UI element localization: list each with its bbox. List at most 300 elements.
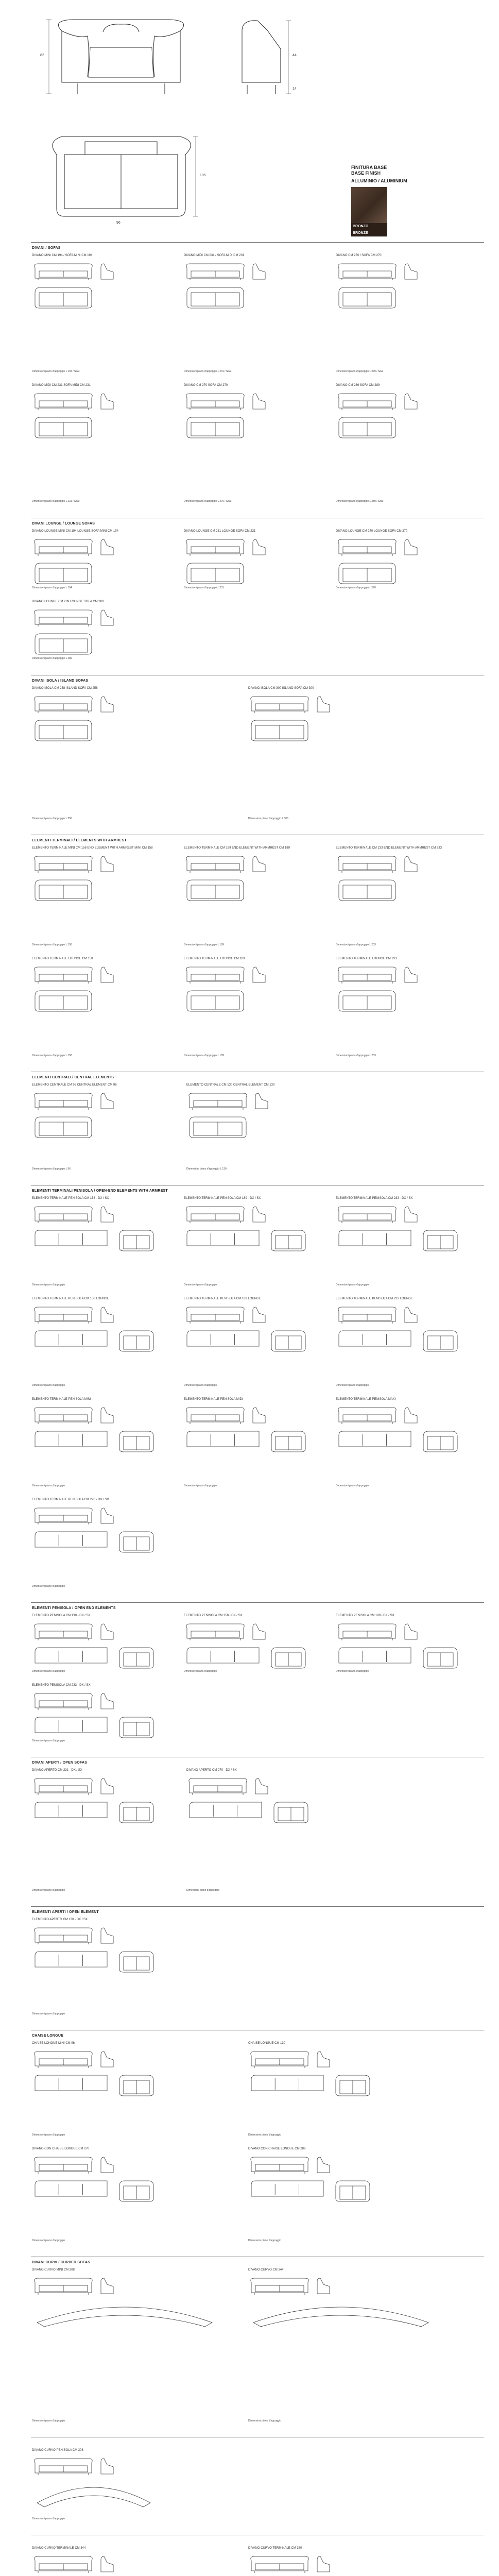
product-block xyxy=(32,2448,176,2526)
product-block xyxy=(32,1196,174,1292)
product-label: DIVANO CON CHAISE LONGUE CM 270 xyxy=(32,2147,90,2150)
sofa-front-6 xyxy=(35,1408,92,1424)
product-drawing xyxy=(184,536,320,586)
section-title: DIVANI LOUNGE / LOUNGE SOFAS xyxy=(32,522,95,526)
product-block xyxy=(184,1614,325,1678)
sofa-front-2 xyxy=(338,1624,396,1640)
sofa-plan-0 xyxy=(35,287,92,308)
sofa-side-1 xyxy=(253,264,265,279)
sofa-front-1 xyxy=(186,539,244,556)
section-title: ELEMENTI PENISOLA / OPEN END ELEMENTS xyxy=(32,1606,116,1610)
product-drawing xyxy=(186,1090,325,1167)
sofa-front-0 xyxy=(35,2459,92,2475)
sofa-plan-9 xyxy=(119,1532,153,1552)
product-seat-dim: Dimensioni piano d'appoggio L 194 / Seat xyxy=(32,370,80,373)
product-block xyxy=(32,1768,176,1897)
product-label: DIVANO CURVO PENISOLA CM 308 xyxy=(32,2449,83,2452)
product-drawing xyxy=(248,2553,449,2576)
sofa-side-0 xyxy=(101,539,113,555)
product-seat-dim: Dimensioni piano d'appoggio L 231 / Seat xyxy=(32,500,80,503)
sofa-long-4 xyxy=(187,1331,259,1346)
sofa-front-8 xyxy=(338,1408,396,1424)
sofa-plan-2 xyxy=(423,1648,457,1668)
sofa-plan-1 xyxy=(271,1230,305,1251)
sofa-long-0 xyxy=(35,1230,107,1246)
finish-metal: ALLUMINIO / ALUMINIUM xyxy=(351,178,407,183)
product-block xyxy=(184,957,325,1062)
product-block xyxy=(336,383,477,508)
sofa-long-2 xyxy=(339,1648,411,1663)
product-label: DIVANO APERTO CM 231 - DX / SX xyxy=(32,1769,82,1772)
product-drawing xyxy=(32,1690,168,1739)
section-4 xyxy=(0,1072,499,1185)
sofa-front-3 xyxy=(35,967,92,984)
dim-front-height: 82 xyxy=(40,54,44,57)
product-block xyxy=(336,1196,477,1292)
sofa-side-5 xyxy=(405,394,417,409)
sofa-front-1 xyxy=(251,2556,308,2573)
product-block xyxy=(186,1768,331,1897)
sofa-front-5 xyxy=(338,394,396,410)
product-drawing xyxy=(248,2048,449,2133)
sofa-plan-6 xyxy=(119,1431,153,1452)
sofa-long-8 xyxy=(339,1431,411,1447)
product-drawing xyxy=(248,2154,449,2239)
product-drawing xyxy=(184,391,320,500)
sofa-front-2 xyxy=(338,856,396,873)
sofa-plan-4 xyxy=(271,1331,305,1351)
product-seat-dim: Dimensioni piano d'appoggio xyxy=(248,2419,282,2422)
sofa-front-3 xyxy=(35,1307,92,1324)
sofa-side-5 xyxy=(405,967,417,982)
product-label: DIVANO MIDI CM 231 / SOFA MIDI CM 231 xyxy=(184,254,245,257)
sofa-front-0 xyxy=(35,1778,92,1795)
product-drawing xyxy=(184,1304,320,1384)
product-label: ELEMENTO PENISOLA CM 233 - DX / SX xyxy=(32,1684,91,1687)
product-label: DIVANO CM 270 SOFA CM 270 xyxy=(184,384,228,387)
product-drawing xyxy=(32,2455,171,2517)
sofa-side-1 xyxy=(317,697,330,712)
product-seat-dim: Dimensioni piano d'appoggio L 130 xyxy=(186,1167,227,1171)
product-seat-dim: Dimensioni piano d'appoggio xyxy=(184,1283,217,1286)
sofa-plan-4 xyxy=(187,417,244,438)
product-label: ELEMENTO TERMINALE PENISOLA CM 233 - DX / SX xyxy=(336,1197,413,1200)
product-label: DIVANO CURVO TERMINALE CM 380 xyxy=(248,2547,302,2550)
sofa-plan-5 xyxy=(423,1331,457,1351)
product-block xyxy=(184,383,325,508)
product-block xyxy=(336,1614,477,1678)
sofa-long-9 xyxy=(35,1532,107,1547)
sofa-plan-0 xyxy=(35,720,92,741)
product-drawing xyxy=(336,536,472,586)
sofa-front-2 xyxy=(338,539,396,556)
product-drawing xyxy=(184,964,320,1054)
sofa-plan-7 xyxy=(271,1431,305,1452)
product-seat-dim: Dimensioni piano d'appoggio L 300 xyxy=(248,817,288,820)
product-drawing xyxy=(336,1304,472,1384)
sofa-curve-1 xyxy=(253,2307,428,2327)
sofa-plan-1 xyxy=(187,563,244,584)
product-drawing xyxy=(32,536,168,586)
product-block xyxy=(184,253,325,378)
section-title: DIVANI CURVI / CURVED SOFAS xyxy=(32,2261,91,2264)
section-title: ELEMENTI TERMINALI PENISOLA / OPEN-END ELEMENTS WITH ARMREST xyxy=(32,1189,168,1193)
sofa-long-0 xyxy=(35,1802,107,1818)
product-seat-dim: Dimensioni piano d'appoggio L 270 xyxy=(336,586,376,589)
product-seat-dim: Dimensioni piano d'appoggio L 289 xyxy=(32,657,72,660)
product-label: CHAISE LONGUE MINI CM 96 xyxy=(32,2042,75,2045)
sofa-plan-2 xyxy=(339,563,395,584)
product-label: ELEMENTO PENISOLA CM 158 - DX / SX xyxy=(184,1614,243,1617)
sofa-plan-0 xyxy=(119,2075,153,2096)
product-label: DIVANO CON CHAISE LONGUE CM 289 xyxy=(248,2147,306,2150)
product-label: ELEMENTO TERMINALE LOUNGE CM 189 xyxy=(184,957,245,960)
product-seat-dim: Dimensioni piano d'appoggio L 233 xyxy=(336,943,376,946)
sofa-side-2 xyxy=(405,264,417,279)
product-drawing xyxy=(32,1404,168,1484)
sofa-side-8 xyxy=(405,1408,417,1423)
product-label: DIVANO LOUNGE CM 270 LOUNGE SOFA CM 270 xyxy=(336,530,408,533)
section-title: DIVANI APERTI / OPEN SOFAS xyxy=(32,1761,88,1765)
sofa-front-3 xyxy=(35,1693,92,1710)
product-drawing xyxy=(32,2048,233,2133)
product-label: DIVANO LOUNGE MINI CM 194 LOUNGE SOFA MINI CM 194 xyxy=(32,530,118,533)
section-title: ELEMENTI APERTI / OPEN ELEMENT xyxy=(32,1910,99,1914)
product-seat-dim: Dimensioni piano d'appoggio xyxy=(184,1384,217,1387)
product-label: DIVANO APERTO CM 270 - DX / SX xyxy=(186,1769,237,1772)
product-block xyxy=(32,2268,238,2428)
sofa-plan-3 xyxy=(119,1717,153,1738)
sofa-side-2 xyxy=(405,1207,417,1222)
sofa-side-1 xyxy=(255,1093,268,1109)
product-seat-dim: Dimensioni piano d'appoggio xyxy=(32,1384,65,1387)
section-5 xyxy=(0,1185,499,1602)
sofa-front-7 xyxy=(186,1408,244,1424)
product-seat-dim: Dimensioni piano d'appoggio L 158 xyxy=(32,943,72,946)
sofa-front-2 xyxy=(338,1207,396,1223)
sofa-plan-0 xyxy=(119,1648,153,1668)
product-label: DIVANO ISOLA CM 258 ISLAND SOFA CM 258 xyxy=(32,687,98,690)
sofa-long-1 xyxy=(187,1230,259,1246)
section-rule xyxy=(31,242,484,243)
product-block xyxy=(186,1083,331,1176)
product-seat-dim: Dimensioni piano d'appoggio L 189 xyxy=(184,943,224,946)
sofa-side-3 xyxy=(317,2157,330,2173)
product-drawing xyxy=(186,1775,325,1889)
product-drawing xyxy=(336,1621,472,1670)
sofa-front-1 xyxy=(251,697,308,713)
sofa-front-0 xyxy=(35,1928,92,1944)
product-seat-dim: Dimensioni piano d'appoggio xyxy=(336,1384,369,1387)
sofa-front-5 xyxy=(338,967,396,984)
product-label: DIVANO CURVO CM 344 xyxy=(248,2268,284,2272)
product-label: ELEMENTO CENTRALE CM 130 CENTRAL ELEMENT CM 130 xyxy=(186,1083,275,1087)
product-drawing xyxy=(184,1204,320,1283)
product-seat-dim: Dimensioni piano d'appoggio xyxy=(248,2239,282,2242)
product-block xyxy=(336,253,477,378)
product-block xyxy=(336,957,477,1062)
sofa-front-0 xyxy=(35,856,92,873)
product-block xyxy=(32,253,174,378)
section-9 xyxy=(0,2030,499,2257)
product-block xyxy=(32,1918,176,2021)
finish-subtitle: BASE FINISH xyxy=(351,171,381,176)
product-drawing xyxy=(32,2553,233,2576)
product-label: DIVANO LOUNGE CM 289 LOUNGE SOFA CM 289 xyxy=(32,600,104,603)
product-seat-dim: Dimensioni piano d'appoggio xyxy=(32,2133,65,2137)
sofa-side-3 xyxy=(101,1693,113,1709)
sofa-side-0 xyxy=(101,2278,113,2294)
product-block xyxy=(184,1297,325,1392)
dim-leg: 14 xyxy=(292,87,297,91)
sofa-side-0 xyxy=(101,1207,113,1222)
product-drawing xyxy=(336,1204,472,1283)
product-seat-dim: Dimensioni piano d'appoggio L 233 xyxy=(336,1054,376,1057)
product-label: ELEMENTO TERMINALE PENISOLA CM 233 LOUNGE xyxy=(336,1297,413,1300)
product-seat-dim: Dimensioni piano d'appoggio xyxy=(336,1484,369,1487)
sofa-front-4 xyxy=(186,394,244,410)
sofa-front-0 xyxy=(35,1624,92,1640)
sofa-side-9 xyxy=(101,1508,113,1523)
product-drawing xyxy=(248,2275,449,2419)
sofa-side-1 xyxy=(255,1778,268,1794)
product-drawing xyxy=(32,693,233,817)
product-label: ELEMENTO TERMINALE PENISOLA CM 158 - DX / SX xyxy=(32,1197,109,1200)
sofa-long-1 xyxy=(251,2075,323,2091)
section-8 xyxy=(0,1906,499,2030)
section-6 xyxy=(0,1602,499,1757)
sofa-plan-0 xyxy=(35,1117,92,1138)
product-seat-dim: Dimensioni piano d'appoggio xyxy=(32,1889,65,1892)
sofa-plan-1 xyxy=(251,720,308,741)
sofa-plan-2 xyxy=(339,287,395,308)
sofa-front-2 xyxy=(35,2157,92,2174)
sofa-plan-0 xyxy=(119,1952,153,1972)
section-0 xyxy=(0,242,499,518)
sofa-long-0 xyxy=(35,1952,107,1967)
section-rule xyxy=(31,1906,484,1907)
sofa-plan-0 xyxy=(119,1802,153,1823)
product-drawing xyxy=(336,261,472,370)
product-block xyxy=(32,2546,238,2576)
sofa-front-1 xyxy=(251,2052,308,2068)
product-drawing xyxy=(32,1621,168,1670)
sofa-plan-0 xyxy=(35,880,92,901)
product-seat-dim: Dimensioni piano d'appoggio xyxy=(248,2133,282,2137)
sofa-plan-3 xyxy=(336,2181,370,2201)
product-block xyxy=(184,846,325,952)
sofa-plan-3 xyxy=(35,991,92,1011)
section-rule xyxy=(31,1602,484,1603)
sofa-front-0 xyxy=(35,2278,92,2295)
section-3 xyxy=(0,835,499,1072)
product-label: ELEMENTO TERMINALE PENISOLA CM 158 LOUNGE xyxy=(32,1297,109,1300)
product-drawing xyxy=(32,391,168,500)
sofa-plan-2 xyxy=(423,1230,457,1251)
sofa-plan-2 xyxy=(339,880,395,901)
sofa-front-0 xyxy=(35,264,92,280)
product-seat-dim: Dimensioni piano d'appoggio L 270 / Seat xyxy=(336,370,384,373)
sofa-side-7 xyxy=(253,1408,265,1423)
sofa-plan-3 xyxy=(35,417,92,438)
sofa-plan-1 xyxy=(187,287,244,308)
sofa-side-2 xyxy=(405,539,417,555)
product-drawing xyxy=(32,2154,233,2239)
section-title: DIVANI ISOLA / ISLAND SOFAS xyxy=(32,679,89,683)
product-seat-dim: Dimensioni piano d'appoggio L 194 xyxy=(32,586,72,589)
product-label: ELEMENTO APERTO CM 130 - DX / SX xyxy=(32,1918,88,1921)
sofa-side-3 xyxy=(101,394,113,409)
product-label: ELEMENTO TERMINALE LOUNGE CM 233 xyxy=(336,957,397,960)
product-drawing xyxy=(184,261,320,370)
bronze-swatch xyxy=(351,187,387,223)
sofa-plan-0 xyxy=(35,563,92,584)
product-block xyxy=(184,1397,325,1493)
sofa-long-2 xyxy=(35,2181,107,2196)
product-block xyxy=(32,1498,174,1593)
product-drawing xyxy=(184,1404,320,1484)
sofa-plan-8 xyxy=(423,1431,457,1452)
product-label: ELEMENTO TERMINALE PENISOLA CM 189 - DX / SX xyxy=(184,1197,261,1200)
sofa-front-5 xyxy=(338,1307,396,1324)
sofa-side-1 xyxy=(253,1624,265,1639)
product-block xyxy=(32,1614,174,1678)
sofa-side-1 xyxy=(253,856,265,872)
product-block xyxy=(184,1196,325,1292)
section-title: DIVANI / SOFAS xyxy=(32,246,61,250)
sofa-front-0 xyxy=(35,697,92,713)
product-block xyxy=(32,1083,176,1176)
sofa-curve-0 xyxy=(37,2487,150,2507)
product-drawing xyxy=(32,853,168,943)
section-11 xyxy=(0,2437,499,2535)
product-label: ELEMENTO TERMINALE CM 233 END ELEMENT WITH ARMREST CM 233 xyxy=(336,846,442,850)
hero-drawings xyxy=(0,0,499,245)
sofa-plan-3 xyxy=(35,634,92,654)
product-drawing xyxy=(336,853,472,943)
product-seat-dim: Dimensioni piano d'appoggio L 96 xyxy=(32,1167,71,1171)
sofa-side-2 xyxy=(101,2157,113,2173)
product-label: ELEMENTO TERMINALE PENISOLA CM 189 LOUNGE xyxy=(184,1297,261,1300)
sofa-front-0 xyxy=(35,539,92,556)
product-seat-dim: Dimensioni piano d'appoggio xyxy=(32,1484,65,1487)
sofa-side-2 xyxy=(405,1624,417,1639)
product-drawing xyxy=(32,964,168,1054)
product-label: DIVANO CM 270 / SOFA CM 270 xyxy=(336,254,382,257)
product-block xyxy=(336,1297,477,1392)
sofa-front-0 xyxy=(35,1093,92,1110)
product-label: ELEMENTO TERMINALE LOUNGE CM 158 xyxy=(32,957,93,960)
product-block xyxy=(32,383,174,508)
sofa-plan-1 xyxy=(190,1117,246,1138)
sofa-long-6 xyxy=(35,1431,107,1447)
product-label: ELEMENTO TERMINALE PENISOLA CM 270 - DX / SX xyxy=(32,1498,109,1501)
sofa-plan-5 xyxy=(339,991,395,1011)
product-drawing xyxy=(32,1090,171,1167)
sofa-side-1 xyxy=(253,1207,265,1222)
sofa-front-4 xyxy=(186,1307,244,1324)
finish-legend xyxy=(351,165,413,236)
sofa-front-3 xyxy=(35,610,92,626)
sofa-long-7 xyxy=(187,1431,259,1447)
sofa-front-1 xyxy=(186,856,244,873)
product-drawing xyxy=(184,853,320,943)
sofa-front-1 xyxy=(186,1207,244,1223)
sofa-long-5 xyxy=(339,1331,411,1346)
section-title: CHAISE LONGUE xyxy=(32,2034,63,2038)
product-block xyxy=(248,686,454,825)
sofa-side-0 xyxy=(101,1928,113,1943)
dim-plan-depth: 105 xyxy=(200,174,206,177)
product-seat-dim: Dimensioni piano d'appoggio xyxy=(32,2517,65,2520)
section-title: ELEMENTI TERMINALI / ELEMENTS WITH ARMREST xyxy=(32,839,127,842)
product-drawing xyxy=(32,1925,171,2012)
product-block xyxy=(248,2268,454,2428)
product-drawing xyxy=(32,1775,171,1889)
sofa-long-0 xyxy=(35,2075,107,2091)
sofa-side-1 xyxy=(317,2556,330,2572)
sofa-side-6 xyxy=(101,1408,113,1423)
product-label: DIVANO MIDI CM 231 SOFA MIDI CM 231 xyxy=(32,384,91,387)
product-seat-dim: Dimensioni piano d'appoggio xyxy=(32,2419,65,2422)
product-label: DIVANO CURVO TERMINALE CM 344 xyxy=(32,2547,86,2550)
sofa-long-3 xyxy=(35,1717,107,1733)
product-block xyxy=(184,529,325,595)
product-label: ELEMENTO PENISOLA CM 130 - DX / SX xyxy=(32,1614,91,1617)
product-seat-dim: Dimensioni piano d'appoggio L 231 xyxy=(184,586,224,589)
sofa-side-3 xyxy=(101,1307,113,1323)
sofa-curve-0 xyxy=(37,2307,212,2327)
product-block xyxy=(248,2546,454,2576)
product-label: ELEMENTO TERMINALE PENISOLA MAXI xyxy=(336,1398,396,1401)
product-seat-dim: Dimensioni piano d'appoggio xyxy=(336,1670,369,1673)
sofa-side-0 xyxy=(101,2459,113,2474)
product-seat-dim: Dimensioni piano d'appoggio xyxy=(32,1670,65,1673)
product-block xyxy=(32,846,174,952)
sofa-side-1 xyxy=(317,2278,330,2294)
section-7 xyxy=(0,1757,499,1906)
product-seat-dim: Dimensioni piano d'appoggio xyxy=(32,2012,65,2015)
product-block xyxy=(32,1297,174,1392)
sofa-plan-4 xyxy=(187,991,244,1011)
product-drawing xyxy=(32,1204,168,1283)
product-block xyxy=(32,1397,174,1493)
product-label: DIVANO LOUNGE CM 231 LOUNGE SOFA CM 231 xyxy=(184,530,256,533)
sofa-side-0 xyxy=(101,1624,113,1639)
product-label: DIVANO MINI CM 194 / SOFA MINI CM 194 xyxy=(32,254,93,257)
sofa-plan-3 xyxy=(119,1331,153,1351)
sofa-side-3 xyxy=(101,967,113,982)
sofa-front-1 xyxy=(189,1093,247,1110)
product-drawing xyxy=(32,1304,168,1384)
sofa-side-1 xyxy=(317,2052,330,2067)
sofa-side-0 xyxy=(101,697,113,712)
sofa-front-9 xyxy=(35,1508,92,1524)
product-block xyxy=(336,846,477,952)
sofa-side-0 xyxy=(101,2052,113,2067)
product-label: ELEMENTO TERMINALE CM 189 END ELEMENT WITH ARMREST CM 189 xyxy=(184,846,290,850)
product-seat-dim: Dimensioni piano d'appoggio xyxy=(32,1585,65,1588)
product-seat-dim: Dimensioni piano d'appoggio xyxy=(32,1739,65,1742)
product-drawing xyxy=(32,261,168,370)
sofa-side-0 xyxy=(101,1093,113,1109)
product-label: ELEMENTO TERMINALE MINI CM 158 END ELEMENT WITH ARMREST MINI CM 158 xyxy=(32,846,153,850)
finish-title: FINITURA BASE xyxy=(351,165,387,170)
sofa-plan-2 xyxy=(119,2181,153,2201)
product-block xyxy=(32,686,238,825)
product-block xyxy=(32,2041,238,2142)
product-label: ELEMENTO TERMINALE PENISOLA MINI xyxy=(32,1398,91,1401)
